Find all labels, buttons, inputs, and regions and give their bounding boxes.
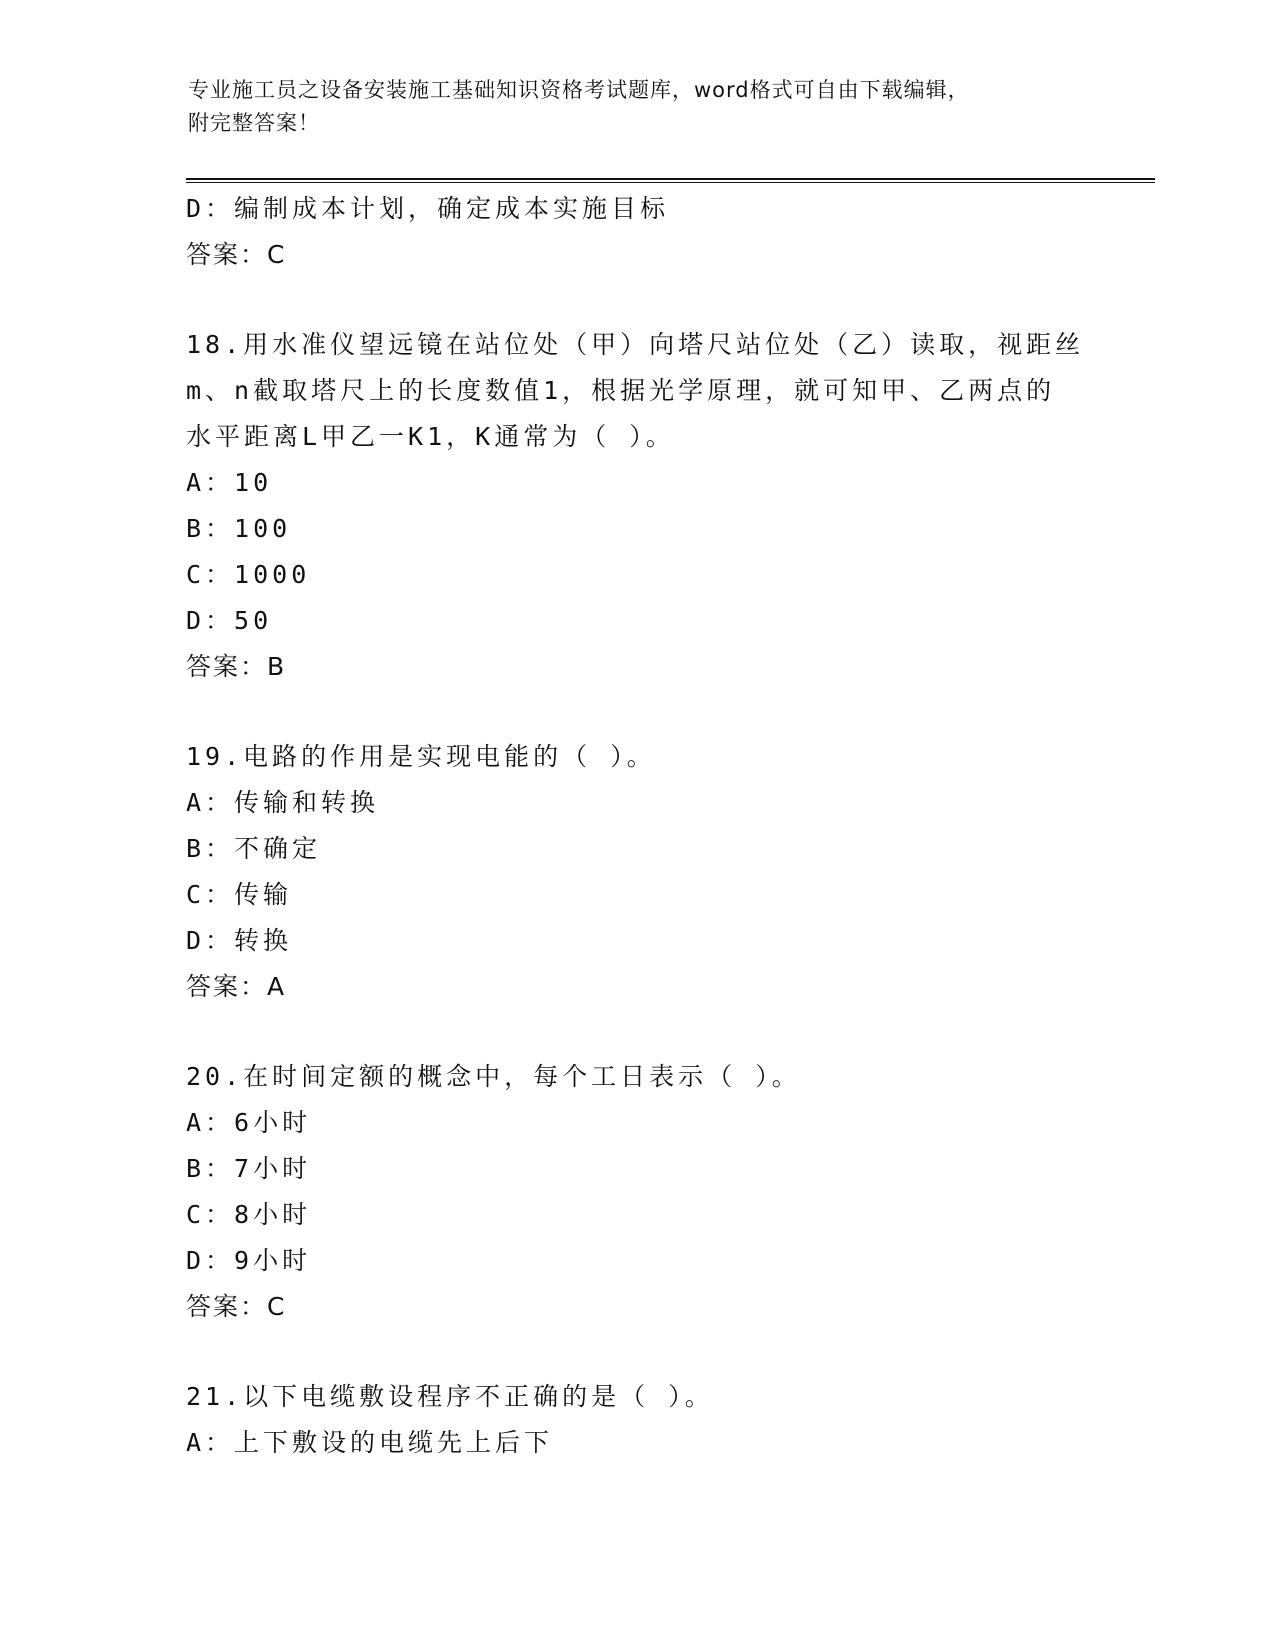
question-20: [186, 1054, 1126, 1330]
question-line: 21.以下电缆敷设程序不正确的是（ ）。: [186, 1382, 714, 1411]
answer-line: 答案：B: [186, 652, 287, 681]
answer-line: 答案：C: [186, 1292, 287, 1321]
option-a: A：10: [186, 468, 273, 497]
question-19: [186, 734, 1126, 1010]
header-line-2: 附完整答案！: [188, 111, 320, 135]
option-d: D：50: [186, 606, 273, 635]
answer-line: 答案：C: [186, 240, 287, 269]
question-21: [186, 1374, 1126, 1466]
option-c: C：传输: [186, 880, 293, 909]
option-b: B：7小时: [186, 1154, 312, 1183]
option-b: B：100: [186, 514, 292, 543]
option-a: A：传输和转换: [186, 788, 380, 817]
option-d: D：编制成本计划，确定成本实施目标: [186, 194, 670, 223]
question-text: [186, 322, 1126, 460]
question-text: [186, 1374, 1126, 1420]
page-header: [188, 74, 1088, 140]
option-d: D：9小时: [186, 1246, 312, 1275]
option-c: C：8小时: [186, 1200, 312, 1229]
option-c: C：1000: [186, 560, 311, 589]
question-line: 18.用水准仪望远镜在站位处（甲）向塔尺站位处（乙）读取，视距丝: [186, 330, 1085, 359]
answer-line: 答案：A: [186, 972, 287, 1001]
header-line-1: 专业施工员之设备安装施工基础知识资格考试题库，word格式可自由下载编辑，: [188, 78, 970, 102]
previous-question-tail: [186, 186, 1126, 278]
option-a: A：上下敷设的电缆先上后下: [186, 1428, 554, 1457]
question-line: 20.在时间定额的概念中，每个工日表示（ ）。: [186, 1062, 801, 1091]
header-divider: [186, 178, 1155, 184]
option-a: A：6小时: [186, 1108, 312, 1137]
question-content: [186, 186, 1126, 1466]
question-line: m、n截取塔尺上的长度数值1，根据光学原理，就可知甲、乙两点的: [186, 376, 1056, 405]
question-text: [186, 734, 1126, 780]
question-line: 19.电路的作用是实现电能的（ ）。: [186, 742, 656, 771]
question-text: [186, 1054, 1126, 1100]
option-b: B：不确定: [186, 834, 322, 863]
question-18: [186, 322, 1126, 690]
question-line: 水平距离L甲乙一K1，K通常为（ ）。: [186, 422, 675, 451]
option-d: D：转换: [186, 926, 293, 955]
